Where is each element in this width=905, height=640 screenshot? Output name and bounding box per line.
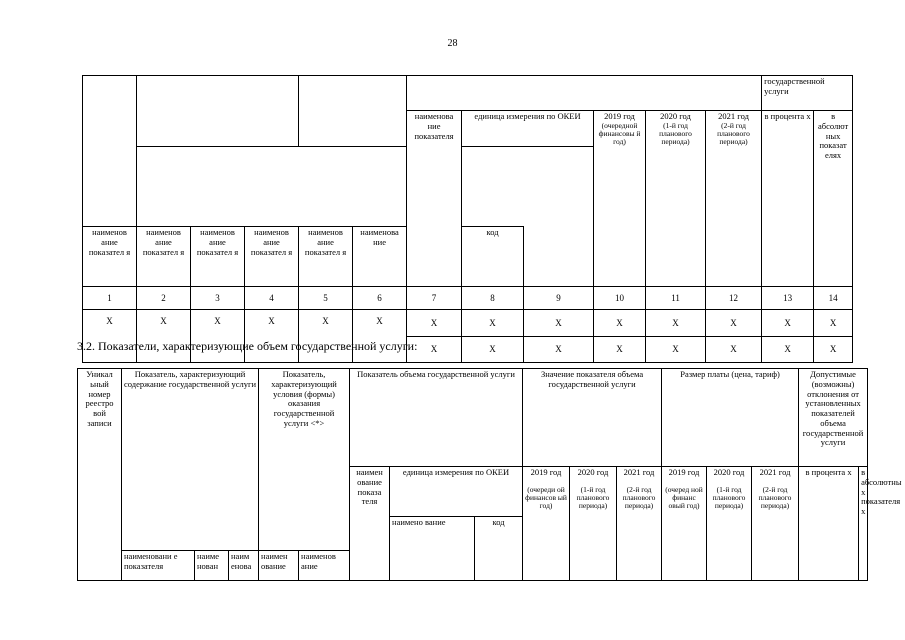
year-2021-header: 2021 год (2-й год планового периода) — [706, 111, 762, 287]
fee-year-2019-header: 2019 год (очеред ной финанс овый год) — [662, 467, 707, 581]
quality-indicators-table — [82, 75, 853, 363]
x-mark: X — [83, 310, 137, 363]
deviation-header: Допустимые (возможны) отклонения от установленных показателей объема государственной услуги — [799, 369, 868, 467]
condition-name-cell-2: наименов ание — [299, 551, 350, 581]
unit-name-header: наимено вание — [390, 517, 475, 581]
unit-header: единица измерения по ОКЕИ — [390, 467, 523, 517]
unit-code-header: код — [462, 227, 524, 287]
empty-col-1 — [83, 76, 137, 227]
x-mark: X — [299, 310, 353, 363]
x-mark: X — [814, 337, 853, 363]
empty-content-header — [137, 76, 299, 147]
col-number: 11 — [646, 287, 706, 310]
fee-year-2021-header: 2021 год (2-й год планового периода) — [752, 467, 799, 581]
x-mark: X — [407, 310, 462, 337]
x-mark: X — [462, 337, 524, 363]
content-name-cell-1: наименовани е показателя — [122, 551, 195, 581]
col-number: 2 — [137, 287, 191, 310]
indicator-name-header: наименова ние показателя — [407, 111, 462, 287]
deviation-absolute-header: в абсолют ных показат елях — [814, 111, 853, 287]
col-number: 14 — [814, 287, 853, 310]
unit-name-header: наименова ние — [353, 227, 407, 287]
col-number: 1 — [83, 287, 137, 310]
page-number: 28 — [447, 38, 458, 49]
unit-header: единица измерения по ОКЕИ — [462, 111, 594, 147]
year-2020-header: 2020 год (1-й год планового периода) — [646, 111, 706, 287]
x-mark: X — [706, 310, 762, 337]
x-mark: X — [594, 310, 646, 337]
x-mark: X — [762, 310, 814, 337]
value-year-2021-header: 2021 год (2-й год планового периода) — [617, 467, 662, 581]
condition-name-cell-5: наименов ание показател я — [245, 227, 299, 287]
condition-name-cell-1: наимен ование — [259, 551, 299, 581]
col-number: 4 — [245, 287, 299, 310]
content-name-cell-2: наименов ание показател я — [83, 227, 137, 287]
content-name-cell-4: наименов ание показател я — [191, 227, 245, 287]
year-2019-header: 2019 год (очередной финансовы й год) — [594, 111, 646, 287]
x-mark: X — [706, 337, 762, 363]
unit-code-header: код — [475, 517, 523, 581]
fee-header: Размер платы (цена, тариф) — [662, 369, 799, 467]
deviation-absolute-header: в абсолютны х показателя х — [859, 467, 868, 581]
section-title: 3.2. Показатели, характеризующие объем государственной услуги: — [77, 339, 418, 353]
col-number: 12 — [706, 287, 762, 310]
x-mark: X — [137, 310, 191, 363]
empty-indicator-header — [407, 76, 762, 111]
volume-indicators-table — [77, 368, 902, 581]
condition-name-cell-6: наименов ание показател я — [299, 227, 353, 287]
conditions-indicator-header: Показатель, характеризующий условия (формы) оказания государственной услуги <*> — [259, 369, 350, 551]
x-mark: X — [594, 337, 646, 363]
content-name-cell-3: наим енова — [229, 551, 259, 581]
col-number: 3 — [191, 287, 245, 310]
col-number: 5 — [299, 287, 353, 310]
x-mark: X — [191, 310, 245, 363]
col-number: 10 — [594, 287, 646, 310]
value-year-2019-header: 2019 год (очереди ой финансов ый год) — [523, 467, 570, 581]
col-number: 9 — [524, 287, 594, 310]
x-mark: X — [353, 310, 407, 363]
volume-indicator-header: Показатель объема государственной услуги — [350, 369, 523, 467]
registry-number-header: Уникал ьный номер реестро вой записи — [78, 369, 122, 581]
x-mark: X — [462, 310, 524, 337]
x-mark: X — [814, 310, 853, 337]
x-mark: X — [646, 310, 706, 337]
col-number: 8 — [462, 287, 524, 310]
deviation-percent-header: в процента х — [762, 111, 814, 287]
x-mark: X — [524, 337, 594, 363]
content-indicator-header: Показатель, характеризующий содержание государственной услуги — [122, 369, 259, 551]
x-mark: X — [646, 337, 706, 363]
fee-year-2020-header: 2020 год (1-й год планового периода) — [707, 467, 752, 581]
value-year-2020-header: 2020 год (1-й год планового периода) — [570, 467, 617, 581]
x-mark: X — [407, 337, 462, 363]
x-mark: X — [762, 337, 814, 363]
col-number: 7 — [407, 287, 462, 310]
content-name-cell-2: наиме нован — [195, 551, 229, 581]
deviation-percent-header: в процента х — [799, 467, 859, 581]
x-mark: X — [524, 310, 594, 337]
x-mark: X — [245, 310, 299, 363]
deviation-header: государственной услуги — [762, 76, 853, 111]
empty-conditions-header — [299, 76, 407, 147]
volume-name-header: наимен ование показа теля — [350, 467, 390, 581]
col-number: 6 — [353, 287, 407, 310]
content-name-cell-3: наименов ание показател я — [137, 227, 191, 287]
col-number: 13 — [762, 287, 814, 310]
value-indicator-header: Значение показателя объема государственной услуги — [523, 369, 662, 467]
